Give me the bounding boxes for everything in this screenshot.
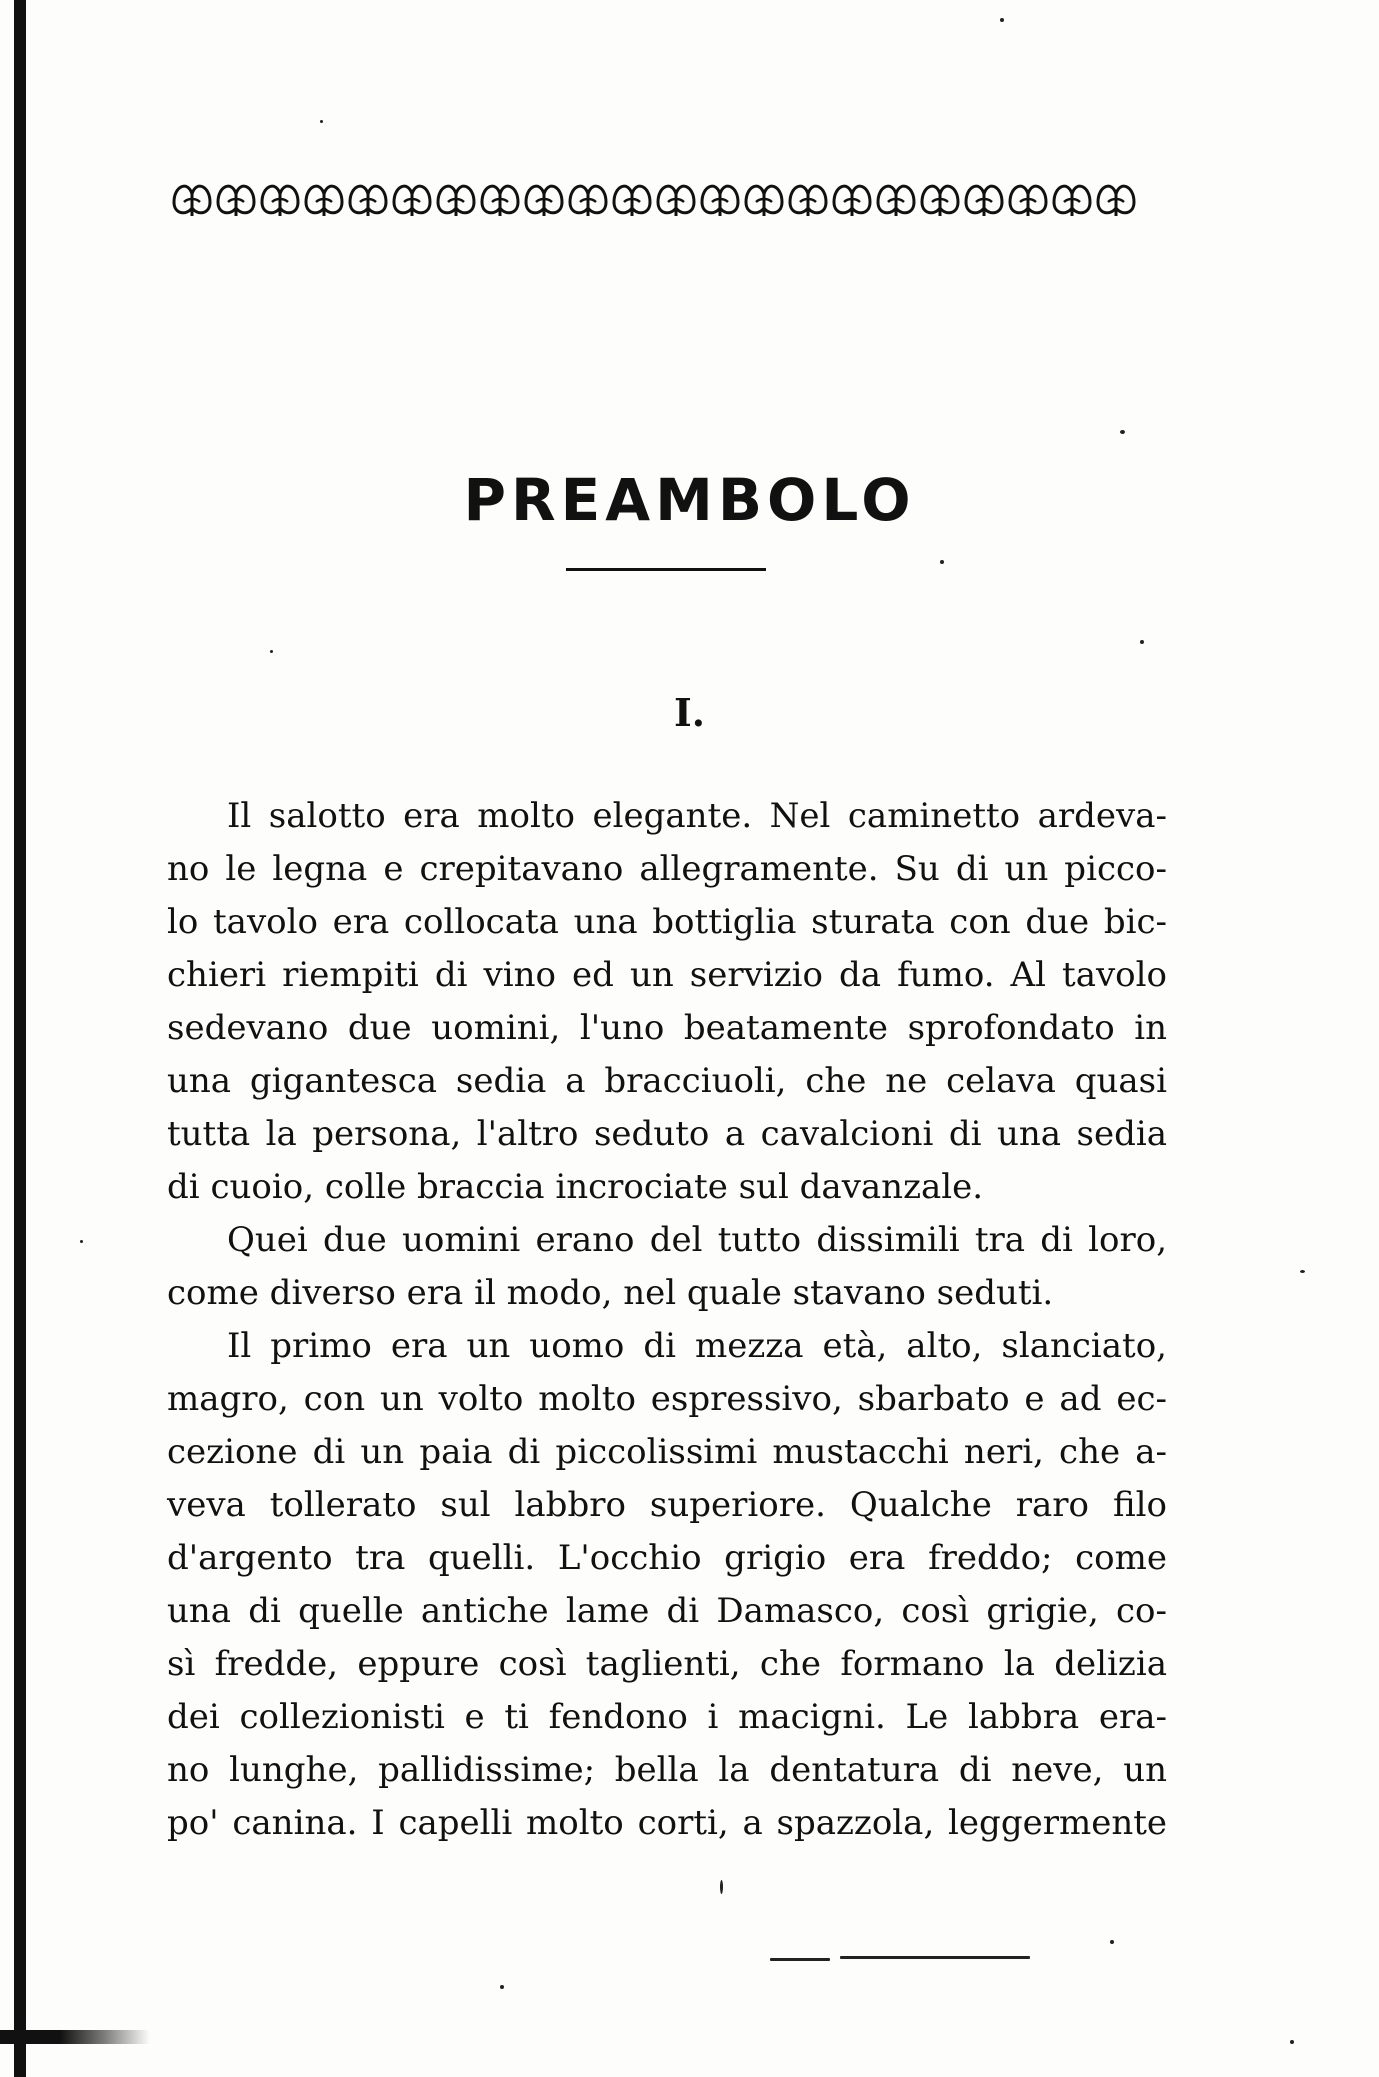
- scan-speck: [320, 120, 323, 123]
- scan-speck: [1120, 430, 1125, 434]
- scan-speck: [1000, 18, 1004, 22]
- text-line: no le legna e crepitavano allegramente. Su di un picco-: [167, 849, 1167, 889]
- text-line: chieri riempiti di vino ed un servizio da fumo. Al tavolo: [167, 955, 1167, 995]
- ornament-icon: [170, 170, 1160, 220]
- scan-speck: [1110, 1940, 1114, 1944]
- section-number: I.: [673, 690, 705, 735]
- text-line: no lunghe, pallidissime; bella la dentatura di neve, un: [167, 1750, 1167, 1790]
- scan-speck: [80, 1240, 83, 1243]
- binding-shadow: [0, 2030, 150, 2044]
- text-line: una gigantesca sedia a bracciuoli, che ne celava quasi: [167, 1061, 1167, 1101]
- text-line: Il primo era un uomo di mezza età, alto, slanciato,: [227, 1326, 1167, 1366]
- paragraph: [167, 790, 1167, 1214]
- text-line: dei collezionisti e ti fendono i macigni. Le labbra era-: [167, 1697, 1167, 1737]
- text-line: cezione di un paia di piccolissimi mustacchi neri, che a-: [167, 1432, 1167, 1472]
- text-line: magro, con un volto molto espressivo, sbarbato e ad ec-: [167, 1379, 1167, 1419]
- paragraph: [167, 1320, 1167, 1850]
- text-line: sedevano due uomini, l'uno beatamente sprofondato in: [167, 1008, 1167, 1048]
- title-underline: [566, 568, 766, 571]
- decorative-ornament-band: [170, 170, 1160, 220]
- scan-speck: [720, 1880, 723, 1894]
- scan-speck: [500, 1985, 504, 1989]
- text-line: Quei due uomini erano del tutto dissimili tra di loro,: [227, 1220, 1167, 1260]
- scan-speck: [770, 1958, 830, 1961]
- chapter-title: PREAMBOLO: [463, 466, 916, 534]
- text-line: lo tavolo era collocata una bottiglia sturata con due bic-: [167, 902, 1167, 942]
- scan-speck: [940, 560, 944, 564]
- binding-edge: [14, 0, 26, 2077]
- text-line: una di quelle antiche lame di Damasco, così grigie, co-: [167, 1591, 1167, 1631]
- text-line: po' canina. I capelli molto corti, a spazzola, leggermente: [167, 1803, 1167, 1843]
- text-line: veva tollerato sul labbro superiore. Qualche raro filo: [167, 1485, 1167, 1525]
- scan-speck: [270, 650, 273, 653]
- text-line: tutta la persona, l'altro seduto a cavalcioni di una sedia: [167, 1114, 1167, 1154]
- body-text: [167, 790, 1167, 1850]
- text-line: di cuoio, colle braccia incrociate sul davanzale.: [167, 1167, 984, 1207]
- scan-speck: [1140, 640, 1144, 644]
- scan-speck: [1300, 1270, 1305, 1273]
- scan-speck: [1290, 2040, 1294, 2044]
- text-line: come diverso era il modo, nel quale stavano seduti.: [167, 1273, 1054, 1313]
- text-line: Il salotto era molto elegante. Nel caminetto ardeva-: [227, 796, 1167, 836]
- paragraph: [167, 1214, 1167, 1320]
- scan-speck: [840, 1956, 1030, 1959]
- text-line: sì fredde, eppure così taglienti, che formano la delizia: [167, 1644, 1167, 1684]
- text-line: d'argento tra quelli. L'occhio grigio era freddo; come: [167, 1538, 1167, 1578]
